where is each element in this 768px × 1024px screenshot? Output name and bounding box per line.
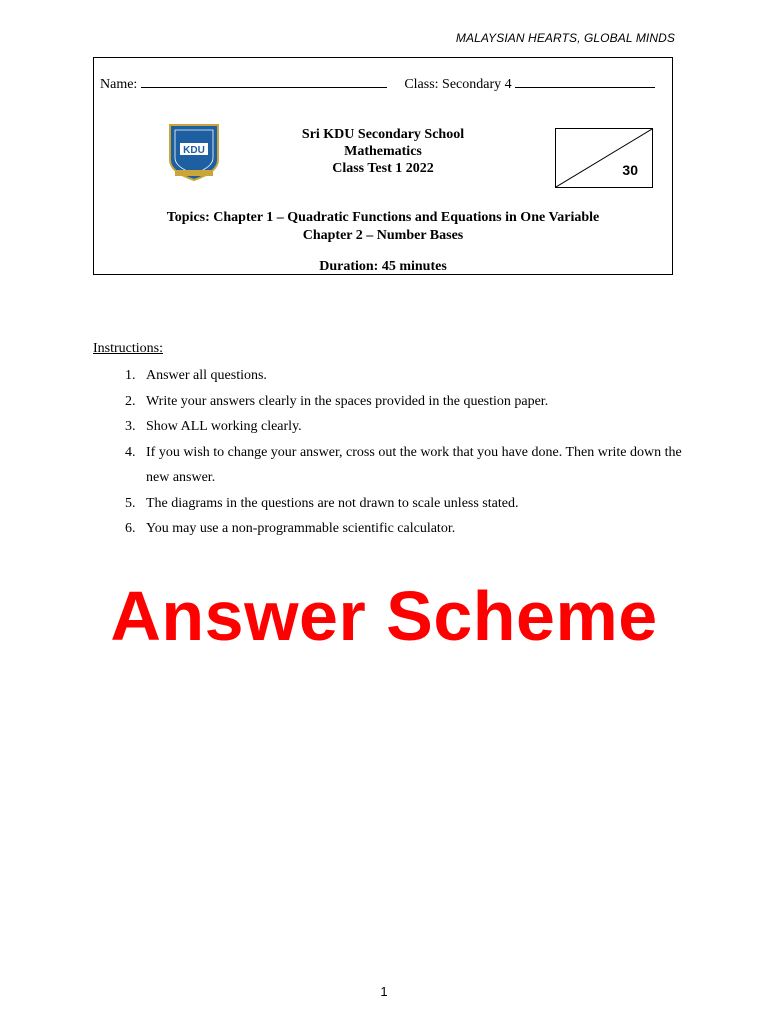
instruction-item: 2. Write your answers clearly in the spaces provided in the question paper.: [139, 389, 693, 415]
page-number: 1: [380, 984, 388, 999]
name-label: Name:: [100, 77, 138, 92]
class-label: Class: Secondary 4: [404, 77, 512, 92]
score-total: 30: [622, 162, 638, 178]
instruction-item: 3. Show ALL working clearly.: [139, 414, 693, 440]
school-motto: MALAYSIAN HEARTS, GLOBAL MINDS: [455, 31, 675, 45]
instruction-item: 5. The diagrams in the questions are not drawn to scale unless stated.: [139, 491, 693, 517]
score-diagonal: [556, 129, 652, 187]
topics-line-1: Topics: Chapter 1 – Quadratic Functions and Equations in One Variable: [166, 210, 600, 225]
school-name: Sri KDU Secondary School: [301, 127, 465, 142]
student-details-row: [100, 75, 655, 93]
name-blank-line[interactable]: [141, 75, 387, 88]
score-box: [555, 128, 653, 188]
answer-scheme-stamp: Answer Scheme: [110, 577, 658, 655]
duration: Duration: 45 minutes: [319, 259, 447, 274]
instruction-item: 6. You may use a non-programmable scientific calculator.: [139, 516, 693, 542]
instructions-heading: Instructions:: [93, 341, 163, 356]
test-title: Class Test 1 2022: [332, 161, 434, 176]
instructions-list: [93, 363, 693, 542]
class-blank-line[interactable]: [515, 75, 655, 88]
topics-line-2: Chapter 2 – Number Bases: [302, 228, 464, 243]
exam-header-box: [93, 57, 673, 275]
logo-text: KDU: [183, 145, 205, 156]
instruction-item: 1. Answer all questions.: [139, 363, 693, 389]
subject-title: Mathematics: [344, 144, 422, 159]
instruction-item: 4. If you wish to change your answer, cross out the work that you have done. Then write down the new answer.: [139, 440, 693, 491]
instructions-section: [93, 341, 693, 542]
topics: [94, 209, 672, 245]
